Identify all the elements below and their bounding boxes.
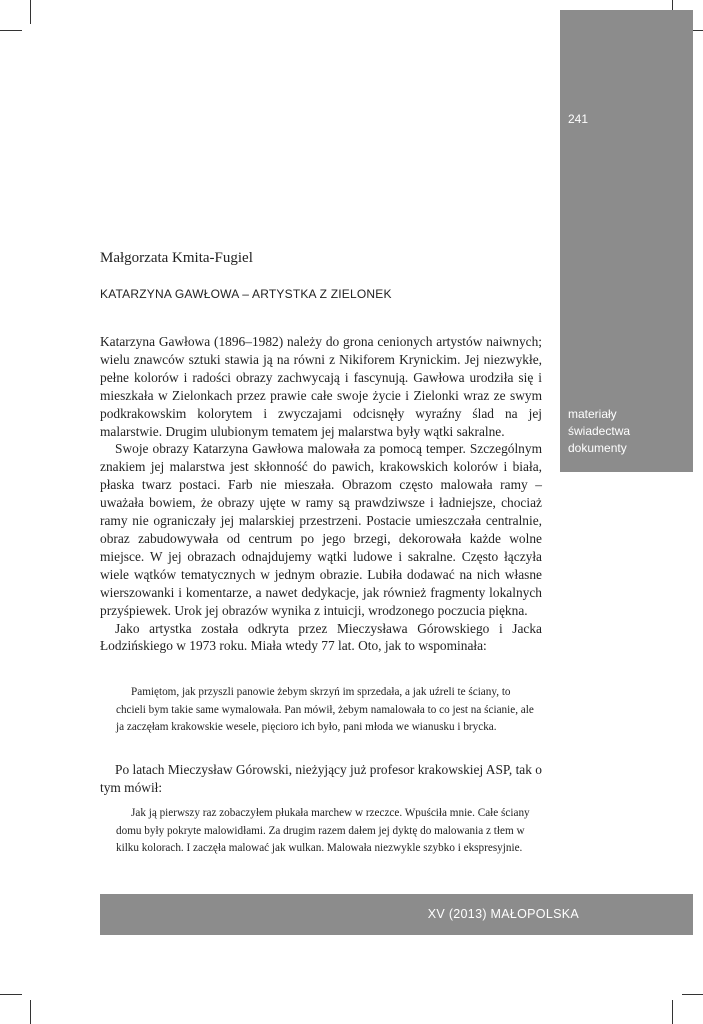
section-label-swiadectwa: świadectwa [568,424,631,438]
crop-mark-bottom-left-h [0,994,22,995]
crop-mark-top-left-v [30,0,31,24]
crop-mark-bottom-right-h [682,994,703,995]
crop-mark-bottom-right-v [672,1000,673,1024]
paragraph-3: Jako artystka została odkryta przez Mieczysława Górowskiego i Jacka Łodzińskiego w 1973 roku. Miała wtedy 77 lat. Oto, jak to wspominała: [100,620,542,654]
article-title: KATARZYNA GAWŁOWA – ARTYSTKA Z ZIELONEK [100,287,392,301]
footer-bar [100,894,693,935]
paragraph-2: Swoje obrazy Katarzyna Gawłowa malowała za pomocą temper. Szczególnym znakiem jej malarstwa jest skłonność do pawich, krakowskich kolorów i biała, płaska twarz postaci. Farb nie mieszała. Obrazom często malowała ramy – uważała bowiem, że obrazy ujęte w ramy są prawdziwsze i ładniejsze, chociaż ramy nie ograniczały jej malarskiej przestrzeni. Postacie umieszczała centralnie, obraz zabudowywała od centrum po jego brzegi, dekorowała każde wolne miejsce. W jej obrazach odnajdujemy wątki ludowe i sakralne. Często łączyła wiele wątków tematycznych w jednym obrazie. Lubiła dodawać na nich własne wierszowanki i komentarze, a nawet dedykacje, jak również fragmenty lokalnych przyśpiewek. Urok jej obrazów wynika z intuicji, wrodzonego poczucia piękna. [100,441,542,618]
crop-mark-bottom-left-v [30,1000,31,1024]
quote-gorowski [116,805,542,858]
footer-journal-issue: XV (2013) MAŁOPOLSKA [427,907,579,921]
section-labels [568,406,630,457]
article-body [100,333,542,655]
section-label-materialy: materiały [568,407,617,421]
article-body-continued [100,761,542,797]
paragraph-4: Po latach Mieczysław Górowski, nieżyjący już profesor krakowskiej ASP, tak o tym mówił: [100,762,542,795]
quote-2-text: Jak ją pierwszy raz zobaczyłem płukała marchew w rzeczce. Wpuściła mnie. Całe ściany domu były pokryte malowidłami. Za drugim razem dałem jej dyktę do malowania z tłem w kilku kolorach. I zaczęła malować jak wulkan. Malowała niezwykle szybko i ekspresyjnie. [116,807,530,854]
crop-mark-top-left-h [0,30,22,31]
article-author: Małgorzata Kmita-Fugiel [100,250,253,266]
paragraph-1: Katarzyna Gawłowa (1896–1982) należy do grona cenionych artystów naiwnych; wielu znawców sztuki stawia ją na równi z Nikiforem Krynickim. Jej niezwykłe, pełne kolorów i radości obrazy zachwycają i fascynują. Gawłowa urodziła się i mieszkała w Zielonkach przez prawie całe swoje życie i Zielonki wraz ze swym podkrakowskim kolorytem i zwyczajami odcisnęły wyraźny ślad na jej malarstwie. Drugim ulubionym tematem jej malarstwa były wątki sakralne. [100,334,542,439]
side-panel [560,10,693,472]
quote-1-text: Pamiętom, jak przyszli panowie żebym skrzyń im sprzedała, a jak uźreli te ściany, to chcieli bym takie same wymalowała. Pan mówił, żebym namalowała to co jest na ścianie, ale ja zaczęłam krakowskie wesele, pięcioro ich było, pani młoda we wianusku i brycka. [116,686,534,733]
quote-katarzyna [116,684,542,737]
page-number: 241 [568,112,589,126]
section-label-dokumenty: dokumenty [568,441,627,455]
